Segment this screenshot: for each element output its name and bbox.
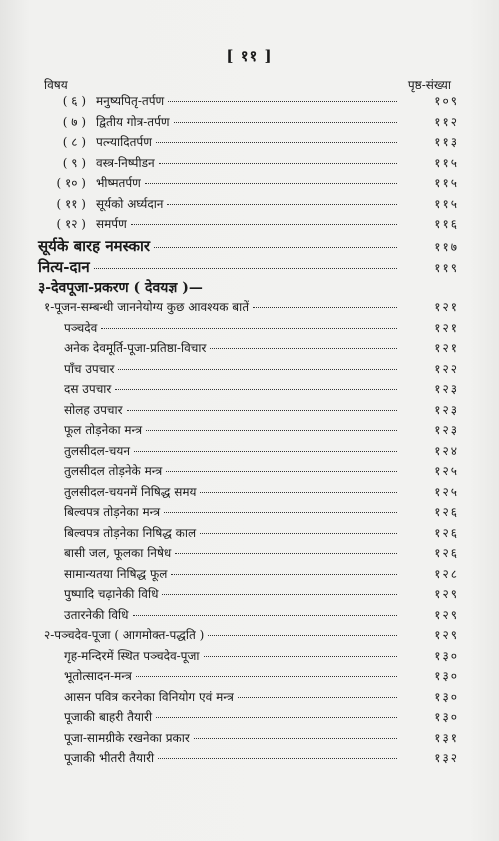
toc-item-entry [0,647,499,668]
entry-page: ११५ [434,155,459,170]
entry-page: ११३ [434,135,459,149]
dot-leader [146,430,397,431]
entry-title: पुष्पादि चढ़ानेकी विधि [64,587,159,601]
entry-page: १३० [434,689,459,704]
entry-page: १२१ [434,320,459,335]
dot-leader [162,594,397,595]
toc-item-entry [0,708,499,729]
entry-title: पूजा-सामग्रीके रखनेका प्रकार [64,730,190,745]
dot-leader [200,492,397,493]
toc-sub-entry [0,174,499,195]
dot-leader [164,512,397,513]
entry-number: ( १२ ) [56,217,86,231]
entry-number: ( ६ ) [62,94,86,108]
entry-page: १३० [434,710,459,724]
entry-title: द्वितीय गोत्र-तर्पण [96,114,170,129]
dot-leader [238,697,397,698]
dot-leader [101,328,397,329]
toc-sub-entry [0,133,499,154]
dot-leader [194,738,397,739]
entry-page: १२६ [434,546,459,560]
toc-item-entry [0,442,499,463]
entry-title: सामान्यतया निषिद्ध फूल [64,566,168,581]
entry-title: तुलसीदल-चयन [64,443,130,458]
toc-major-entry [0,236,499,257]
toc-sub-entry [0,113,499,134]
entry-page: १२९ [434,587,459,601]
entry-title: पूजाकी बाहरी तैयारी [64,710,153,724]
entry-title: तुलसीदल तोड़नेके मन्त्र [64,464,163,478]
entry-number: ( ८ ) [62,135,86,149]
entry-page: १३० [434,669,459,683]
entry-page: १२४ [434,443,459,458]
toc-major-entry [0,257,499,278]
entry-page: १२९ [434,607,459,622]
toc-item-entry [0,606,499,627]
dot-leader [200,533,397,534]
entry-page: १२१ [434,341,459,355]
dot-leader [134,451,397,452]
entry-page: १२३ [434,382,459,396]
toc-item-entry [0,503,499,524]
dot-leader [158,758,397,759]
dot-leader [175,553,397,554]
entry-number: ( ९ ) [62,155,86,170]
entry-title: भूतोत्सादन-मन्त्र [64,669,132,683]
dot-leader [131,224,397,225]
entry-page: ११५ [434,196,459,211]
toc-item-entry [0,380,499,401]
toc-item-entry [0,749,499,770]
entry-page: १२३ [434,402,459,417]
entry-title: वस्त्र-निष्पीडन [96,155,155,170]
entry-page: १२६ [434,525,459,540]
entry-page: ११६ [434,217,459,231]
entry-page: १२५ [434,484,459,499]
entry-page: १३२ [434,751,459,765]
entry-page: १३० [434,648,459,663]
dot-leader [174,122,397,123]
toc-item-entry [0,339,499,360]
dot-leader [171,574,397,575]
toc-sub-entry [0,154,499,175]
entry-title: सूर्यके बारह नमस्कार [38,236,151,255]
toc-item-entry [0,360,499,381]
entry-title: भीष्मतर्पण [96,176,141,190]
toc-item-entry [0,667,499,688]
entry-title: दस उपचार [64,382,112,396]
entry-page: ११५ [434,176,459,190]
entry-title: आसन पवित्र करनेका विनियोग एवं मन्त्र [64,689,234,704]
entry-title: बासी जल, फूलका निषेध [64,546,172,560]
entry-page: १३१ [434,730,459,745]
toc-item-entry [0,585,499,606]
entry-title: तुलसीदल-चयनमें निषिद्ध समय [64,484,197,499]
dot-leader [210,348,397,349]
entry-page: १२९ [434,628,459,642]
entry-page: १२३ [434,423,459,437]
entry-page: १२५ [434,464,459,478]
entry-title: नित्य-दान [38,257,90,276]
dot-leader [253,307,397,308]
toc-section-entry [0,298,499,319]
entry-page: १२२ [434,361,459,376]
dot-leader [204,656,397,657]
page-number: [ ११ ] [226,47,273,65]
dot-leader [168,101,397,102]
entry-page: ११७ [434,239,459,254]
entry-title: सूर्यको अर्घ्यदान [96,196,164,211]
dot-leader [154,247,397,248]
page-count-header: पृष्ठ-संख्या [407,78,451,92]
entry-page: १०९ [434,94,459,108]
toc-section-entry [0,626,499,647]
dot-leader [133,615,398,616]
toc-item-entry [0,729,499,750]
chapter-heading [0,278,499,299]
entry-title: सोलह उपचार [64,402,123,417]
entry-title: पाँच उपचार [64,361,115,376]
toc-item-entry [0,319,499,340]
toc-item-entry [0,462,499,483]
toc-item-entry [0,401,499,422]
entry-page: १२१ [434,300,459,314]
toc-item-entry [0,544,499,565]
dot-leader [166,471,397,472]
entry-title: बिल्वपत्र तोड़नेका मन्त्र [64,505,161,519]
entry-title: बिल्वपत्र तोड़नेका निषिद्ध काल [64,525,197,540]
entry-title: पञ्चदेव [64,320,98,335]
dot-leader [127,410,397,411]
toc-item-entry [0,421,499,442]
dot-leader [156,142,397,143]
toc-sub-entry [0,215,499,236]
subject-header: विषय [44,78,68,92]
dot-leader [136,676,397,677]
toc-item-entry [0,688,499,709]
entry-page: १२८ [434,566,459,581]
entry-title: समर्पण [96,217,127,231]
entry-title: उतारनेकी विधि [64,607,129,622]
dot-leader [115,389,397,390]
dot-leader [118,369,397,370]
entry-title: ३-देवपूजा-प्रकरण ( देवयज्ञ )— [38,279,203,296]
dot-leader [208,635,397,636]
entry-title: पूजाकी भीतरी तैयारी [64,751,155,765]
entry-number: ( ११ ) [56,196,86,211]
entry-title: गृह-मन्दिरमें स्थित पञ्चदेव-पूजा [64,648,200,663]
toc-sub-entry [0,92,499,113]
entry-page: ११९ [434,260,459,275]
toc-item-entry [0,483,499,504]
toc-item-entry [0,524,499,545]
toc-item-entry [0,565,499,586]
entry-title: अनेक देवमूर्ति-पूजा-प्रतिष्ठा-विचार [64,341,207,355]
table-of-contents [0,92,499,770]
entry-number: ( १० ) [56,176,86,190]
entry-number: ( ७ ) [62,114,86,129]
dot-leader [156,717,397,718]
entry-title: १-पूजन-सम्बन्धी जाननेयोग्य कुछ आवश्यक बातें [44,300,250,314]
dot-leader [159,163,397,164]
entry-page: ११२ [434,114,459,129]
entry-title: पत्न्यादितर्पण [96,135,152,149]
toc-sub-entry [0,195,499,216]
entry-title: २-पञ्चदेव-पूजा ( आगमोक्त-पद्धति ) [44,628,205,642]
dot-leader [145,183,397,184]
entry-page: १२६ [434,505,459,519]
entry-title: फूल तोड़नेका मन्त्र [64,423,143,437]
entry-title: मनुष्यपितृ-तर्पण [96,94,165,108]
dot-leader [167,204,397,205]
dot-leader [94,268,397,269]
